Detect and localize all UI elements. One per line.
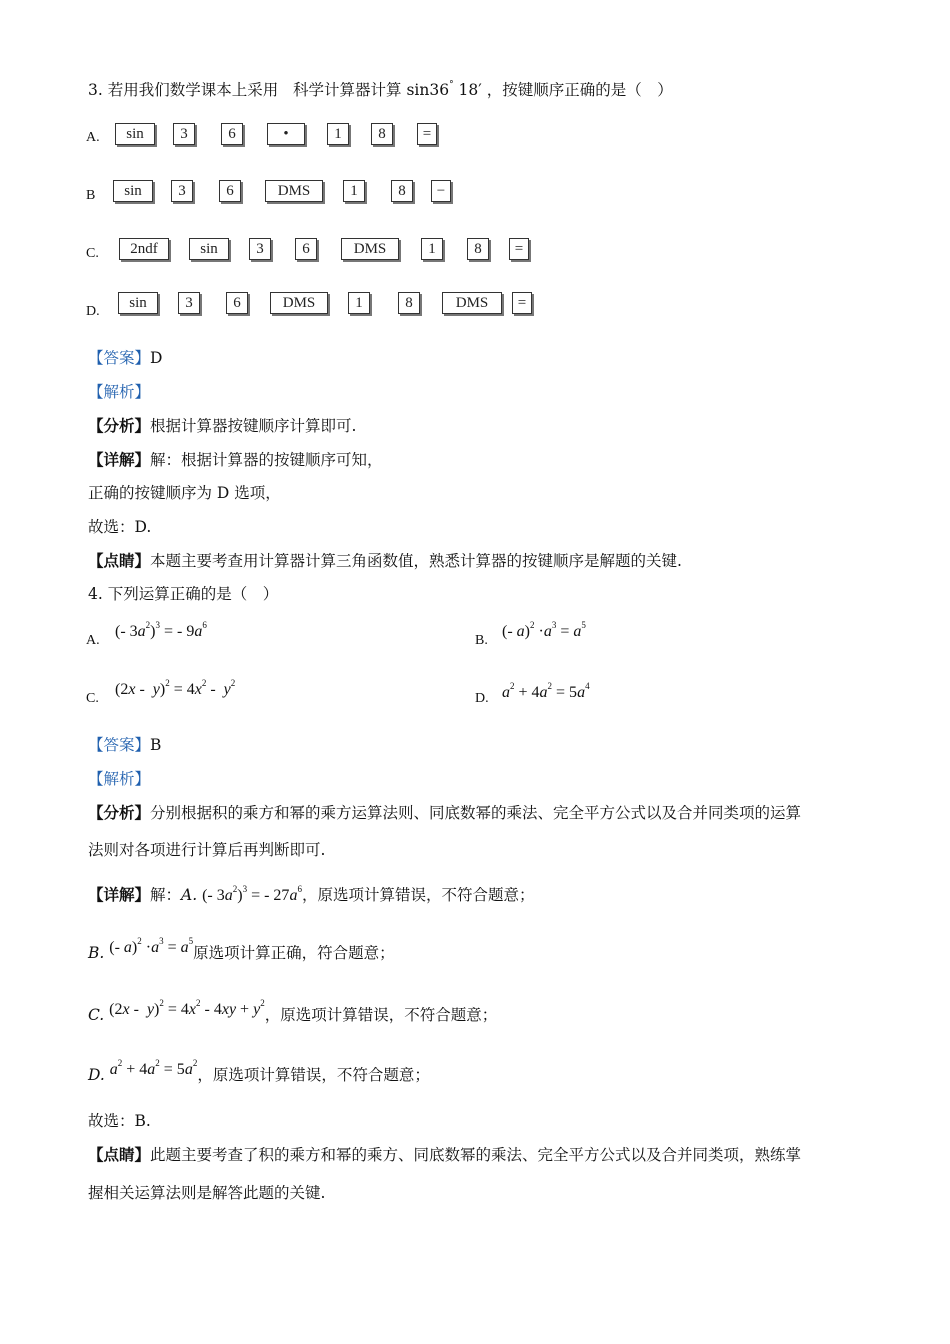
dianjing-tag: 【点睛】	[88, 551, 151, 570]
q4-fenxi-2: 法则对各项进行计算后再判断即可.	[88, 841, 326, 859]
key-6: 6	[226, 292, 248, 314]
key-dms: DMS	[265, 180, 323, 202]
detail-d-text: ，原选项计算错误，不符合题意；	[197, 1066, 430, 1084]
key-8: 8	[467, 238, 489, 260]
key-2ndf: 2ndf	[119, 238, 169, 260]
q3-stem-suffix: ，按键顺序正确的是（ ）	[486, 81, 673, 99]
key-1: 1	[348, 292, 370, 314]
key-8: 8	[371, 123, 393, 145]
fenxi-text: 分别根据积的乘方和幂的乘方运算法则、同底数幂的乘法、完全平方公式以及合并同类项的运算	[150, 804, 802, 822]
dianjing-text: 此题主要考查了积的乘方和幂的乘方、同底数幂的乘法、完全平方公式以及合并同类项，熟练掌	[150, 1146, 802, 1164]
q4-detail-c	[88, 998, 498, 1026]
q3-stem-minutes: 18′	[453, 81, 482, 99]
key-3: 3	[171, 180, 193, 202]
q3-option-c-label: C.	[86, 246, 99, 261]
key-equals: =	[417, 123, 437, 145]
key-3: 3	[178, 292, 200, 314]
key-1: 1	[343, 180, 365, 202]
q3-option-b-label: B	[86, 188, 96, 203]
q3-answer	[88, 348, 162, 368]
q4-stem-text: . 下列运算正确的是（ ）	[97, 585, 279, 603]
q3-analysis-tag: 【解析】	[88, 383, 151, 401]
key-6: 6	[295, 238, 317, 260]
key-1: 1	[421, 238, 443, 260]
key-3: 3	[173, 123, 195, 145]
key-8: 8	[398, 292, 420, 314]
q4-detail-d	[88, 1058, 430, 1086]
q3-stem-prefix: 若用我们数学课本上采用	[107, 81, 279, 99]
key-6: 6	[219, 180, 241, 202]
q3-dianjing	[88, 551, 682, 571]
xiangjie-tag: 【详解】	[88, 885, 151, 904]
detail-c-formula: $(2x - y)^2 = 4x^2 - 4xy + y^2$	[109, 998, 265, 1018]
q3-stem	[88, 80, 673, 100]
detail-a-text: ，原选项计算错误，不符合题意；	[301, 886, 535, 904]
q4-option-d-label: D.	[475, 691, 489, 706]
q3-xiangjie-2: 正确的按键顺序为 D 选项，	[88, 484, 281, 502]
key-equals: =	[512, 292, 532, 314]
q3-conclusion: 故选：D.	[88, 518, 152, 536]
q4-option-c-formula: $(2x - y)^2 = 4x^2 - y^2$	[115, 678, 236, 698]
detail-a-formula: (- $3a^2)^3$ = - $27a^6$	[202, 884, 302, 904]
q4-option-a-formula: (- $3a^2)^3$ = - $9a^6$	[115, 620, 207, 640]
detail-c-text: ，原选项计算错误，不符合题意；	[264, 1006, 498, 1024]
q4-detail-b	[88, 936, 395, 964]
detail-a-label: A.	[181, 886, 198, 904]
q4-option-a-label: A.	[86, 633, 100, 648]
q3-number: 3.	[88, 81, 103, 99]
q4-fenxi	[88, 803, 801, 823]
q4-option-d-formula: $a^2 + 4a^2 = 5a^4$	[502, 681, 590, 701]
detail-b-formula: (- $a)^2 \cdot a^3 = a^5$	[109, 936, 194, 956]
answer-tag: 【答案】	[88, 736, 151, 754]
key-1: 1	[327, 123, 349, 145]
q3-xiangjie	[88, 450, 383, 470]
detail-b-text: 原选项计算正确，符合题意；	[193, 944, 395, 962]
fenxi-tag: 【分析】	[88, 416, 151, 435]
q4-option-b-label: B.	[475, 633, 488, 648]
key-dot: •	[267, 123, 305, 145]
q4-number: 4	[88, 585, 98, 603]
q4-option-c-label: C.	[86, 691, 99, 706]
q3-degree-symbol: °	[449, 80, 454, 90]
q4-option-b-formula: (- $a)^2 \cdot a^3 = a^5$	[502, 620, 586, 640]
answer-value: B	[150, 736, 162, 754]
key-dms: DMS	[442, 292, 502, 314]
fenxi-tag: 【分析】	[88, 803, 151, 822]
key-dms: DMS	[270, 292, 328, 314]
key-sin: sin	[118, 292, 158, 314]
xiangjie-intro: 解：	[150, 886, 182, 904]
q3-option-d-label: D.	[86, 304, 100, 319]
detail-d-formula: $a^2 + 4a^2 = 5a^2$	[109, 1058, 198, 1078]
key-sin: sin	[189, 238, 229, 260]
q4-dianjing-2: 握相关运算法则是解答此题的关键.	[88, 1184, 326, 1202]
detail-d-label: D.	[88, 1066, 105, 1084]
key-8: 8	[391, 180, 413, 202]
answer-value: D	[150, 349, 163, 367]
q4-conclusion: 故选：B.	[88, 1112, 151, 1130]
q4-answer	[88, 735, 161, 755]
key-sin: sin	[113, 180, 153, 202]
key-6: 6	[221, 123, 243, 145]
dianjing-tag: 【点睛】	[88, 1145, 151, 1164]
q4-dianjing	[88, 1145, 801, 1165]
q4-detail-a	[88, 885, 534, 906]
key-3: 3	[249, 238, 271, 260]
fenxi-text: 根据计算器按键顺序计算即可.	[150, 417, 357, 435]
detail-c-label: C.	[88, 1006, 105, 1024]
q4-stem	[88, 584, 278, 604]
q3-fenxi	[88, 416, 356, 436]
q3-option-a-label: A.	[86, 130, 100, 145]
answer-tag: 【答案】	[88, 349, 151, 367]
xiangjie-tag: 【详解】	[88, 450, 151, 469]
xiangjie-text: 解：根据计算器的按键顺序可知，	[150, 451, 383, 469]
q4-analysis-tag: 【解析】	[88, 770, 151, 788]
detail-b-label: B.	[88, 944, 105, 962]
key-equals: =	[509, 238, 529, 260]
key-minus: −	[431, 180, 451, 202]
q3-stem-mid: 科学计算器计算 sin36	[293, 81, 450, 99]
key-sin: sin	[115, 123, 155, 145]
dianjing-text: 本题主要考查用计算器计算三角函数值，熟悉计算器的按键顺序是解题的关键.	[150, 552, 682, 570]
key-dms: DMS	[341, 238, 399, 260]
